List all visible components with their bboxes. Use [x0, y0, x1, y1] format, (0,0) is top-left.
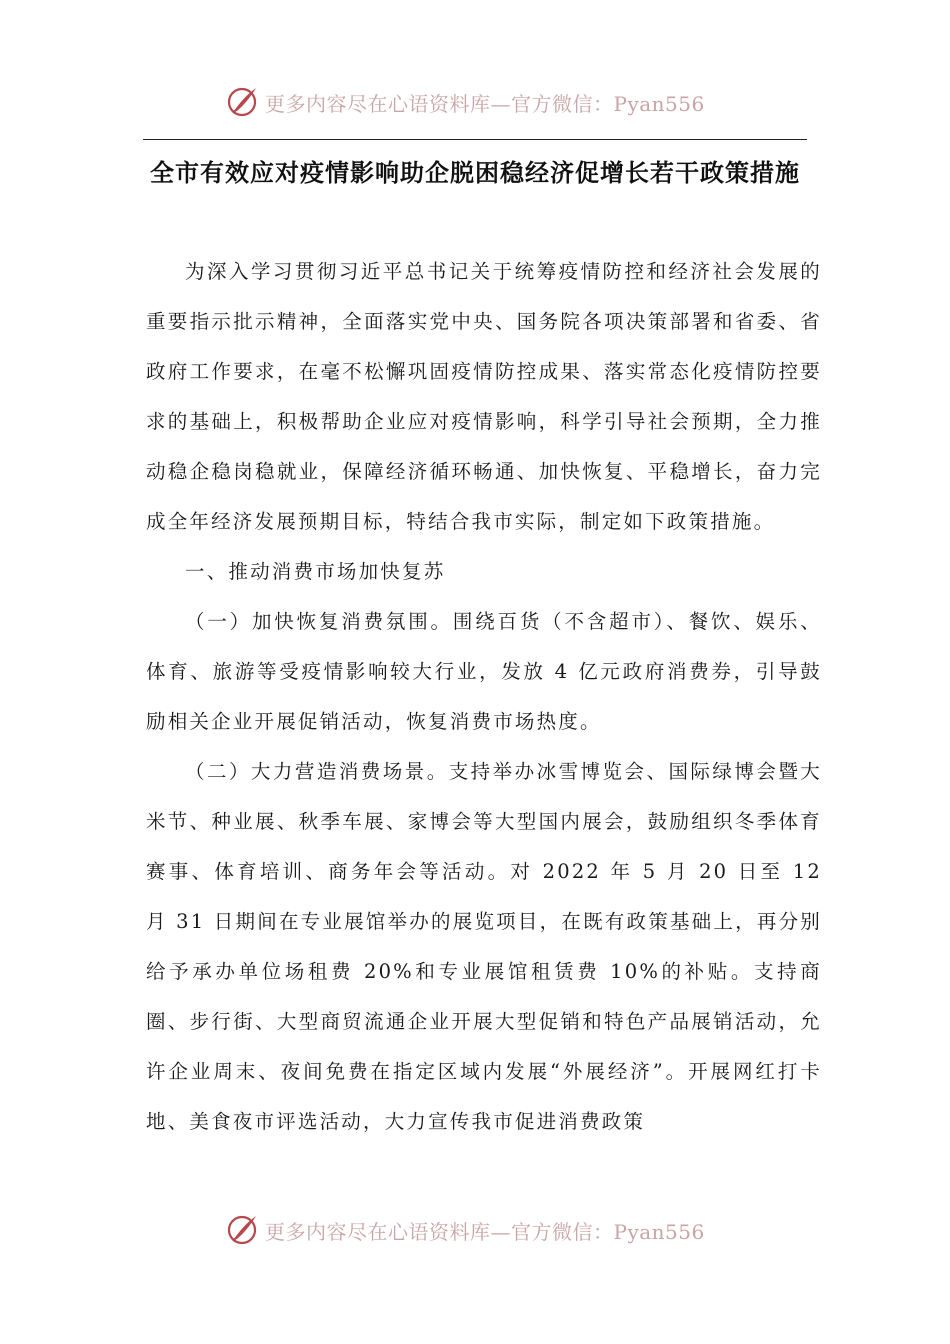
- section-heading: 一、推动消费市场加快复苏: [185, 560, 446, 583]
- header-watermark: [225, 82, 745, 122]
- paragraph: 为深入学习贯彻习近平总书记关于统筹疫情防控和经济社会发展的重要指示批示精神，全面落实党中央、国务院各项决策部署和省委、省政府工作要求，在毫不松懈巩固疫情防控成果、落实常态化疫情防控要求的基础上，积极帮助企业应对疫情影响，科学引导社会预期，全力推动稳企稳岗稳就业，保障经济循环畅通、加快恢复、平稳增长，奋力完成全年经济发展预期目标，特结合我市实际，制定如下政策措施。: [146, 260, 822, 533]
- quill-logo-icon: [225, 84, 261, 120]
- document-body: [146, 247, 822, 1147]
- paragraph: （二）大力营造消费场景。支持举办冰雪博览会、国际绿博会暨大米节、种业展、秋季车展、家博会等大型国内展会，鼓励组织冬季体育赛事、体育培训、商务年会等活动。对 2022 年 5 月 20 日至 12 月 31 日期间在专业展馆举办的展览项目，在既有政策基础上，再分别给予承办单位场租费 20%和专业展馆租赁费 10%的补贴。支持商圈、步行街、大型商贸流通企业开展大型促销和特色产品展销活动，允许企业周末、夜间免费在指定区域内发展“外展经济”。开展网红打卡地、美食夜市评选活动，大力宣传我市促进消费政策: [146, 760, 822, 1133]
- paragraph: （一）加快恢复消费氛围。围绕百货（不含超市）、餐饮、娱乐、体育、旅游等受疫情影响较大行业，发放 4 亿元政府消费券，引导鼓励相关企业开展促销活动，恢复消费市场热度。: [146, 610, 822, 733]
- document-title: 全市有效应对疫情影响助企脱困稳经济促增长若干政策措施: [150, 159, 800, 187]
- quill-logo-icon: [225, 1212, 261, 1248]
- header-rule: [143, 139, 807, 140]
- header-watermark-text: 更多内容尽在心语资料库—官方微信：Pyan556: [265, 91, 705, 116]
- footer-watermark: [225, 1210, 745, 1250]
- footer-watermark-text: 更多内容尽在心语资料库—官方微信：Pyan556: [265, 1219, 705, 1244]
